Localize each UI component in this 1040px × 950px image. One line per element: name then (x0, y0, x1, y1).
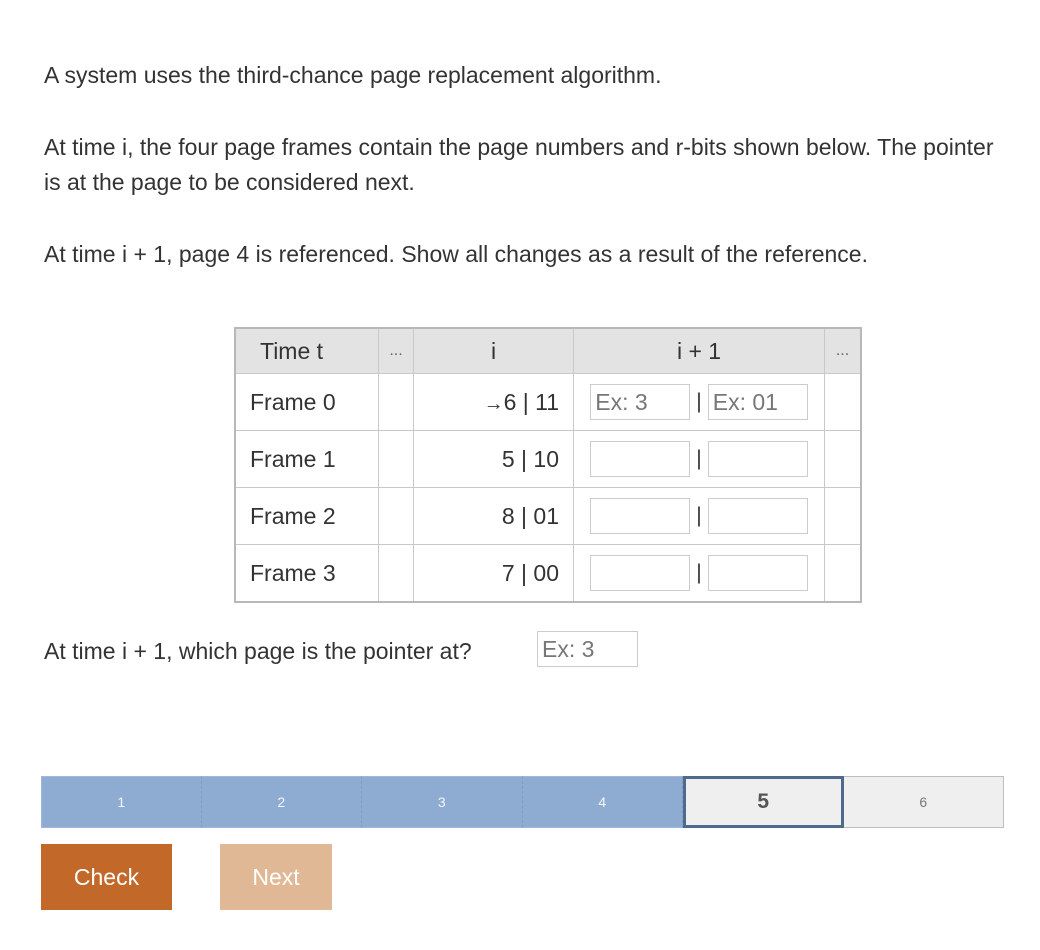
next-button[interactable]: Next (220, 844, 332, 910)
page-input-frame-0[interactable] (590, 384, 690, 420)
page-frame-table (234, 327, 862, 603)
time-header: Time t (235, 328, 379, 374)
frame-label: Frame 3 (235, 545, 379, 603)
separator: | (696, 504, 702, 527)
frame-label: Frame 2 (235, 488, 379, 545)
ellipsis-right: ... (825, 328, 862, 374)
progress-step-3[interactable]: 3 (362, 776, 523, 828)
pointer-page-input[interactable] (537, 631, 638, 667)
table-header-row (235, 328, 861, 374)
answer-cell (574, 545, 825, 603)
pointer-question-text: At time i + 1, which page is the pointer at? (44, 638, 472, 664)
separator: | (696, 561, 702, 584)
frame-label: Frame 0 (235, 374, 379, 431)
frame-value-text: 6 | 11 (503, 388, 559, 415)
frame-value: 5 | 10 (414, 431, 574, 488)
column-i-header: i (414, 328, 574, 374)
table-row (235, 431, 861, 488)
check-button[interactable]: Check (41, 844, 172, 910)
rbits-input-frame-2[interactable] (708, 498, 808, 534)
page-input-frame-1[interactable] (590, 441, 690, 477)
empty-cell (825, 545, 862, 603)
rbits-input-frame-1[interactable] (708, 441, 808, 477)
progress-step-1[interactable]: 1 (41, 776, 202, 828)
progress-bar (41, 776, 1004, 828)
empty-cell (379, 431, 414, 488)
frame-value (414, 374, 574, 431)
table-row (235, 374, 861, 431)
page-input-frame-2[interactable] (590, 498, 690, 534)
frame-value: 7 | 00 (414, 545, 574, 603)
answer-cell (574, 374, 825, 431)
progress-step-2[interactable]: 2 (202, 776, 363, 828)
progress-step-5-current[interactable]: 5 (683, 776, 844, 828)
table-row (235, 545, 861, 603)
empty-cell (379, 374, 414, 431)
rbits-input-frame-3[interactable] (708, 555, 808, 591)
answer-cell (574, 488, 825, 545)
progress-step-6[interactable]: 6 (844, 776, 1005, 828)
page-input-frame-3[interactable] (590, 555, 690, 591)
ellipsis-left: ... (379, 328, 414, 374)
rbits-input-frame-0[interactable] (708, 384, 808, 420)
question-paragraph-3: At time i + 1, page 4 is referenced. Show all changes as a result of the reference. (44, 241, 868, 267)
empty-cell (379, 545, 414, 603)
table-row (235, 488, 861, 545)
separator: | (696, 447, 702, 470)
empty-cell (825, 374, 862, 431)
empty-cell (825, 431, 862, 488)
separator: | (696, 390, 702, 413)
column-i-plus-1-header: i + 1 (574, 328, 825, 374)
progress-step-4[interactable]: 4 (523, 776, 684, 828)
question-paragraph-1: A system uses the third-chance page replacement algorithm. (44, 62, 662, 88)
frame-label: Frame 1 (235, 431, 379, 488)
frame-value: 8 | 01 (414, 488, 574, 545)
empty-cell (379, 488, 414, 545)
pointer-arrow-icon: → (483, 392, 504, 415)
answer-cell (574, 431, 825, 488)
empty-cell (825, 488, 862, 545)
question-paragraph-2: At time i, the four page frames contain the page numbers and r-bits shown below. The pointer is at the page to be considered next. (44, 134, 994, 195)
